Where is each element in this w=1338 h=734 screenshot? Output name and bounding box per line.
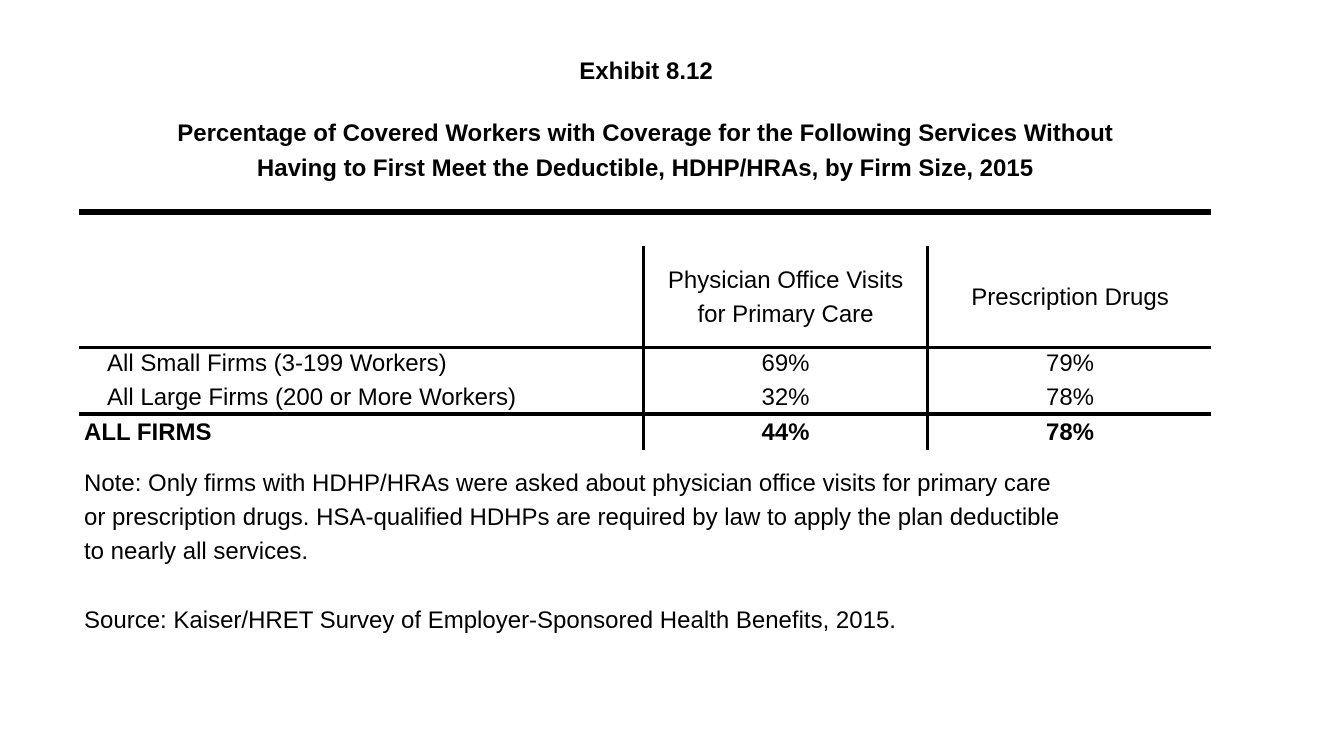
exhibit-title-line-2: Having to First Meet the Deductible, HDHP/HRAs, by Firm Size, 2015 bbox=[256, 155, 1034, 182]
column-header-line-1: Prescription Drugs bbox=[971, 284, 1169, 311]
table-cell: 44% bbox=[761, 419, 810, 446]
row-label: All Small Firms (3-199 Workers) bbox=[107, 350, 447, 377]
exhibit-number: Exhibit 8.12 bbox=[579, 58, 713, 85]
table-cell: 69% bbox=[761, 350, 810, 377]
column-header-line-1: Physician Office Visits bbox=[667, 267, 904, 294]
row-label: All Large Firms (200 or More Workers) bbox=[107, 384, 516, 411]
exhibit-title bbox=[80, 116, 1210, 186]
row-label: ALL FIRMS bbox=[84, 419, 212, 446]
table-cell: 78% bbox=[1045, 419, 1095, 446]
footnote bbox=[84, 467, 1224, 569]
column-header-line-2: for Primary Care bbox=[697, 301, 874, 328]
column-header-prescription-drugs bbox=[929, 281, 1211, 315]
source-citation: Source: Kaiser/HRET Survey of Employer-Sponsored Health Benefits, 2015. bbox=[84, 607, 896, 634]
footnote-line-1: Note: Only firms with HDHP/HRAs were asked about physician office visits for primary care bbox=[84, 470, 1051, 497]
table-cell: 78% bbox=[1045, 384, 1095, 411]
footnote-line-2: or prescription drugs. HSA-qualified HDHPs are required by law to apply the plan deductible bbox=[84, 504, 1060, 531]
title-divider bbox=[79, 209, 1211, 215]
table-cell: 32% bbox=[761, 384, 810, 411]
footnote-line-3: to nearly all services. bbox=[84, 538, 309, 565]
column-header-physician-visits bbox=[645, 264, 926, 332]
exhibit-title-line-1: Percentage of Covered Workers with Coverage for the Following Services Without bbox=[177, 120, 1113, 147]
table-cell: 79% bbox=[1045, 350, 1095, 377]
